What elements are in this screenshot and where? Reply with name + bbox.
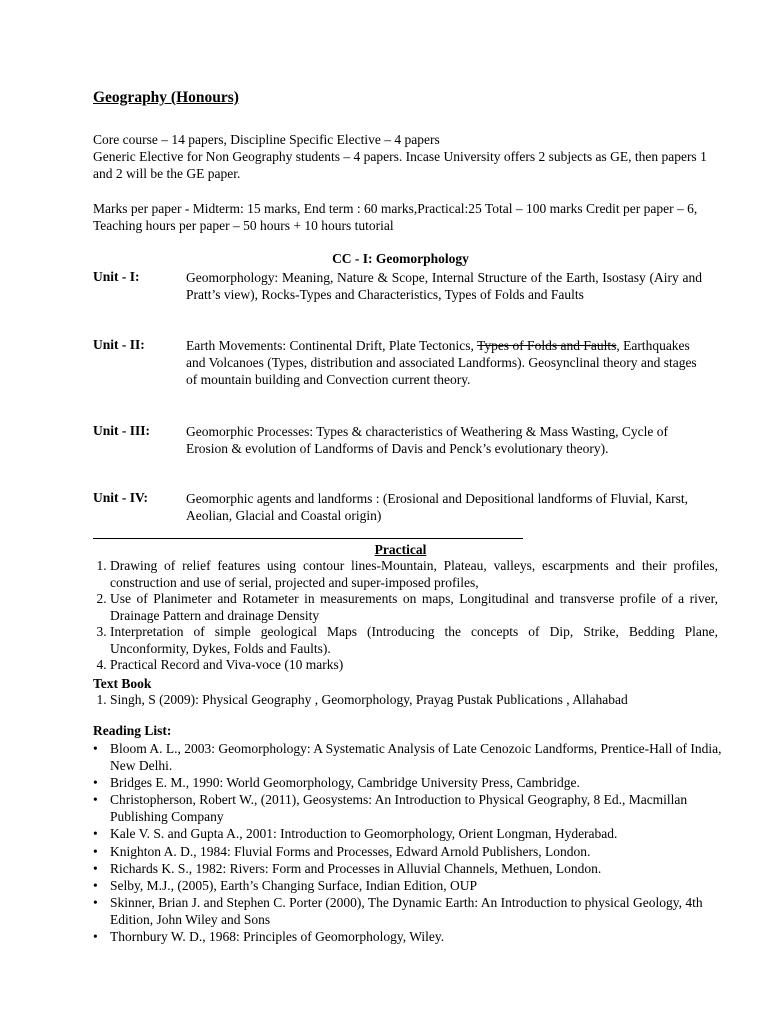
unit-1-label: Unit - I: [93,269,140,284]
reading-list-item [93,894,725,928]
reading-list-item-text: Knighton A. D., 1984: Fluvial Forms and Processes, Edward Arnold Publishers, London. [110,843,591,859]
practical-heading: Practical [374,542,427,557]
intro-line-generic-elective: Generic Elective for Non Geography students – 4 papers. Incase University offers 2 subjects as GE, then papers 1 and 2 will be the GE paper. [93,149,707,181]
reading-list-item [93,928,725,945]
reading-list-item-text: Selby, M.J., (2005), Earth’s Changing Surface, Indian Edition, OUP [110,877,477,893]
reading-list-item-text: Kale V. S. and Gupta A., 2001: Introduction to Geomorphology, Orient Longman, Hyderabad. [110,826,618,842]
section-divider [93,538,523,539]
reading-list-item-text: Richards K. S., 1982: Rivers: Form and Processes in Alluvial Channels, Methuen, London. [110,860,602,876]
intro-line-papers: Core course – 14 papers, Discipline Specific Elective – 4 papers [93,132,440,147]
reading-list-item [93,860,725,877]
bullet-icon: • [93,792,98,808]
reading-list-item [93,877,725,894]
bullet-icon: • [93,775,98,791]
marks-paragraph: Marks per paper - Midterm: 15 marks, End term : 60 marks,Practical:25 Total – 100 marks Credit per paper – 6, Teaching hours per paper – 50 hours + 10 hours tutorial [93,201,698,233]
practical-item: 3. Interpretation of simple geological Maps (Introducing the concepts of Dip, Strike, Bedding Plane, Unconformity, Dykes, Folds and Faults). [110,624,718,657]
reading-list [93,740,725,945]
bullet-icon: • [93,860,98,876]
reading-list-item [93,825,725,842]
course-heading: CC - I: Geomorphology [332,251,469,266]
unit-4-label: Unit - IV: [93,490,149,505]
unit-3-label: Unit - III: [93,423,151,438]
bullet-icon: • [93,741,98,756]
unit-2-text-start: Earth Movements: Continental Drift, Plate Tectonics, [186,338,478,353]
text-book-item: 1. Singh, S (2009): Physical Geography , Geomorphology, Prayag Pustak Publications , Allahabad [110,693,655,707]
reading-list-item-text: Thornbury W. D., 1968: Principles of Geomorphology, Wiley. [110,929,445,945]
practical-item: 1. Drawing of relief features using contour lines-Mountain, Plateau, valleys, escarpments and their profiles, construction and use of serial, projected and super-imposed profiles, [110,558,718,591]
unit-3-text: Geomorphic Processes: Types & characteristics of Weathering & Mass Wasting, Cycle of Erosion & evolution of Landforms of Davis and Penck’s evolutionary theory). [186,424,669,456]
page-title: Geography (Honours) [93,89,239,106]
reading-list-heading: Reading List: [93,723,172,738]
unit-2-text-end: , Earthquakes and Volcanoes (Types, distribution and associated Landforms). Geosynclinal theory and stages of mountain building and Convection current theory. [186,338,697,387]
reading-list-item [93,740,725,774]
bullet-icon: • [93,843,98,859]
bullet-icon: • [93,826,98,842]
practical-list [93,558,718,674]
practical-item: 2. Use of Planimeter and Rotameter in measurements on maps, Longitudinal and transverse profile of a river, Drainage Pattern and drainage Density [110,591,718,624]
bullet-icon: • [93,894,98,910]
reading-list-item [93,791,725,825]
unit-2-struck-text: Types of Folds and Faults [477,338,617,353]
practical-item: 4. Practical Record and Viva-voce (10 marks) [110,657,718,674]
bullet-icon: • [93,929,98,945]
reading-list-item-text: Christopherson, Robert W., (2011), Geosystems: An Introduction to Physical Geography, 8 Ed., Macmillan Publishing Company [110,792,688,825]
unit-2-label: Unit - II: [93,337,145,352]
reading-list-item [93,843,725,860]
text-book-list [93,693,655,707]
unit-1-text: Geomorphology: Meaning, Nature & Scope, Internal Structure of the Earth, Isostasy (Airy and Pratt’s view), Rocks-Types and Characteristics, Types of Folds and Faults [186,270,702,302]
bullet-icon: • [93,877,98,893]
unit-2-text [186,337,702,388]
reading-list-item-text: Bridges E. M., 1990: World Geomorphology, Cambridge University Press, Cambridge. [110,775,580,791]
intro-block [93,131,708,182]
text-book-heading: Text Book [93,676,152,691]
reading-list-item-text: Bloom A. L., 2003: Geomorphology: A Systematic Analysis of Late Cenozoic Landforms, Prentice-Hall of India, New Delhi. [110,741,722,774]
reading-list-item [93,774,725,791]
reading-list-item-text: Skinner, Brian J. and Stephen C. Porter (2000), The Dynamic Earth: An Introduction to physical Geology, 4th Edition, John Wiley and Sons [110,894,703,927]
unit-4-text: Geomorphic agents and landforms : (Erosional and Depositional landforms of Fluvial, Karst, Aeolian, Glacial and Coastal origin) [186,491,689,523]
